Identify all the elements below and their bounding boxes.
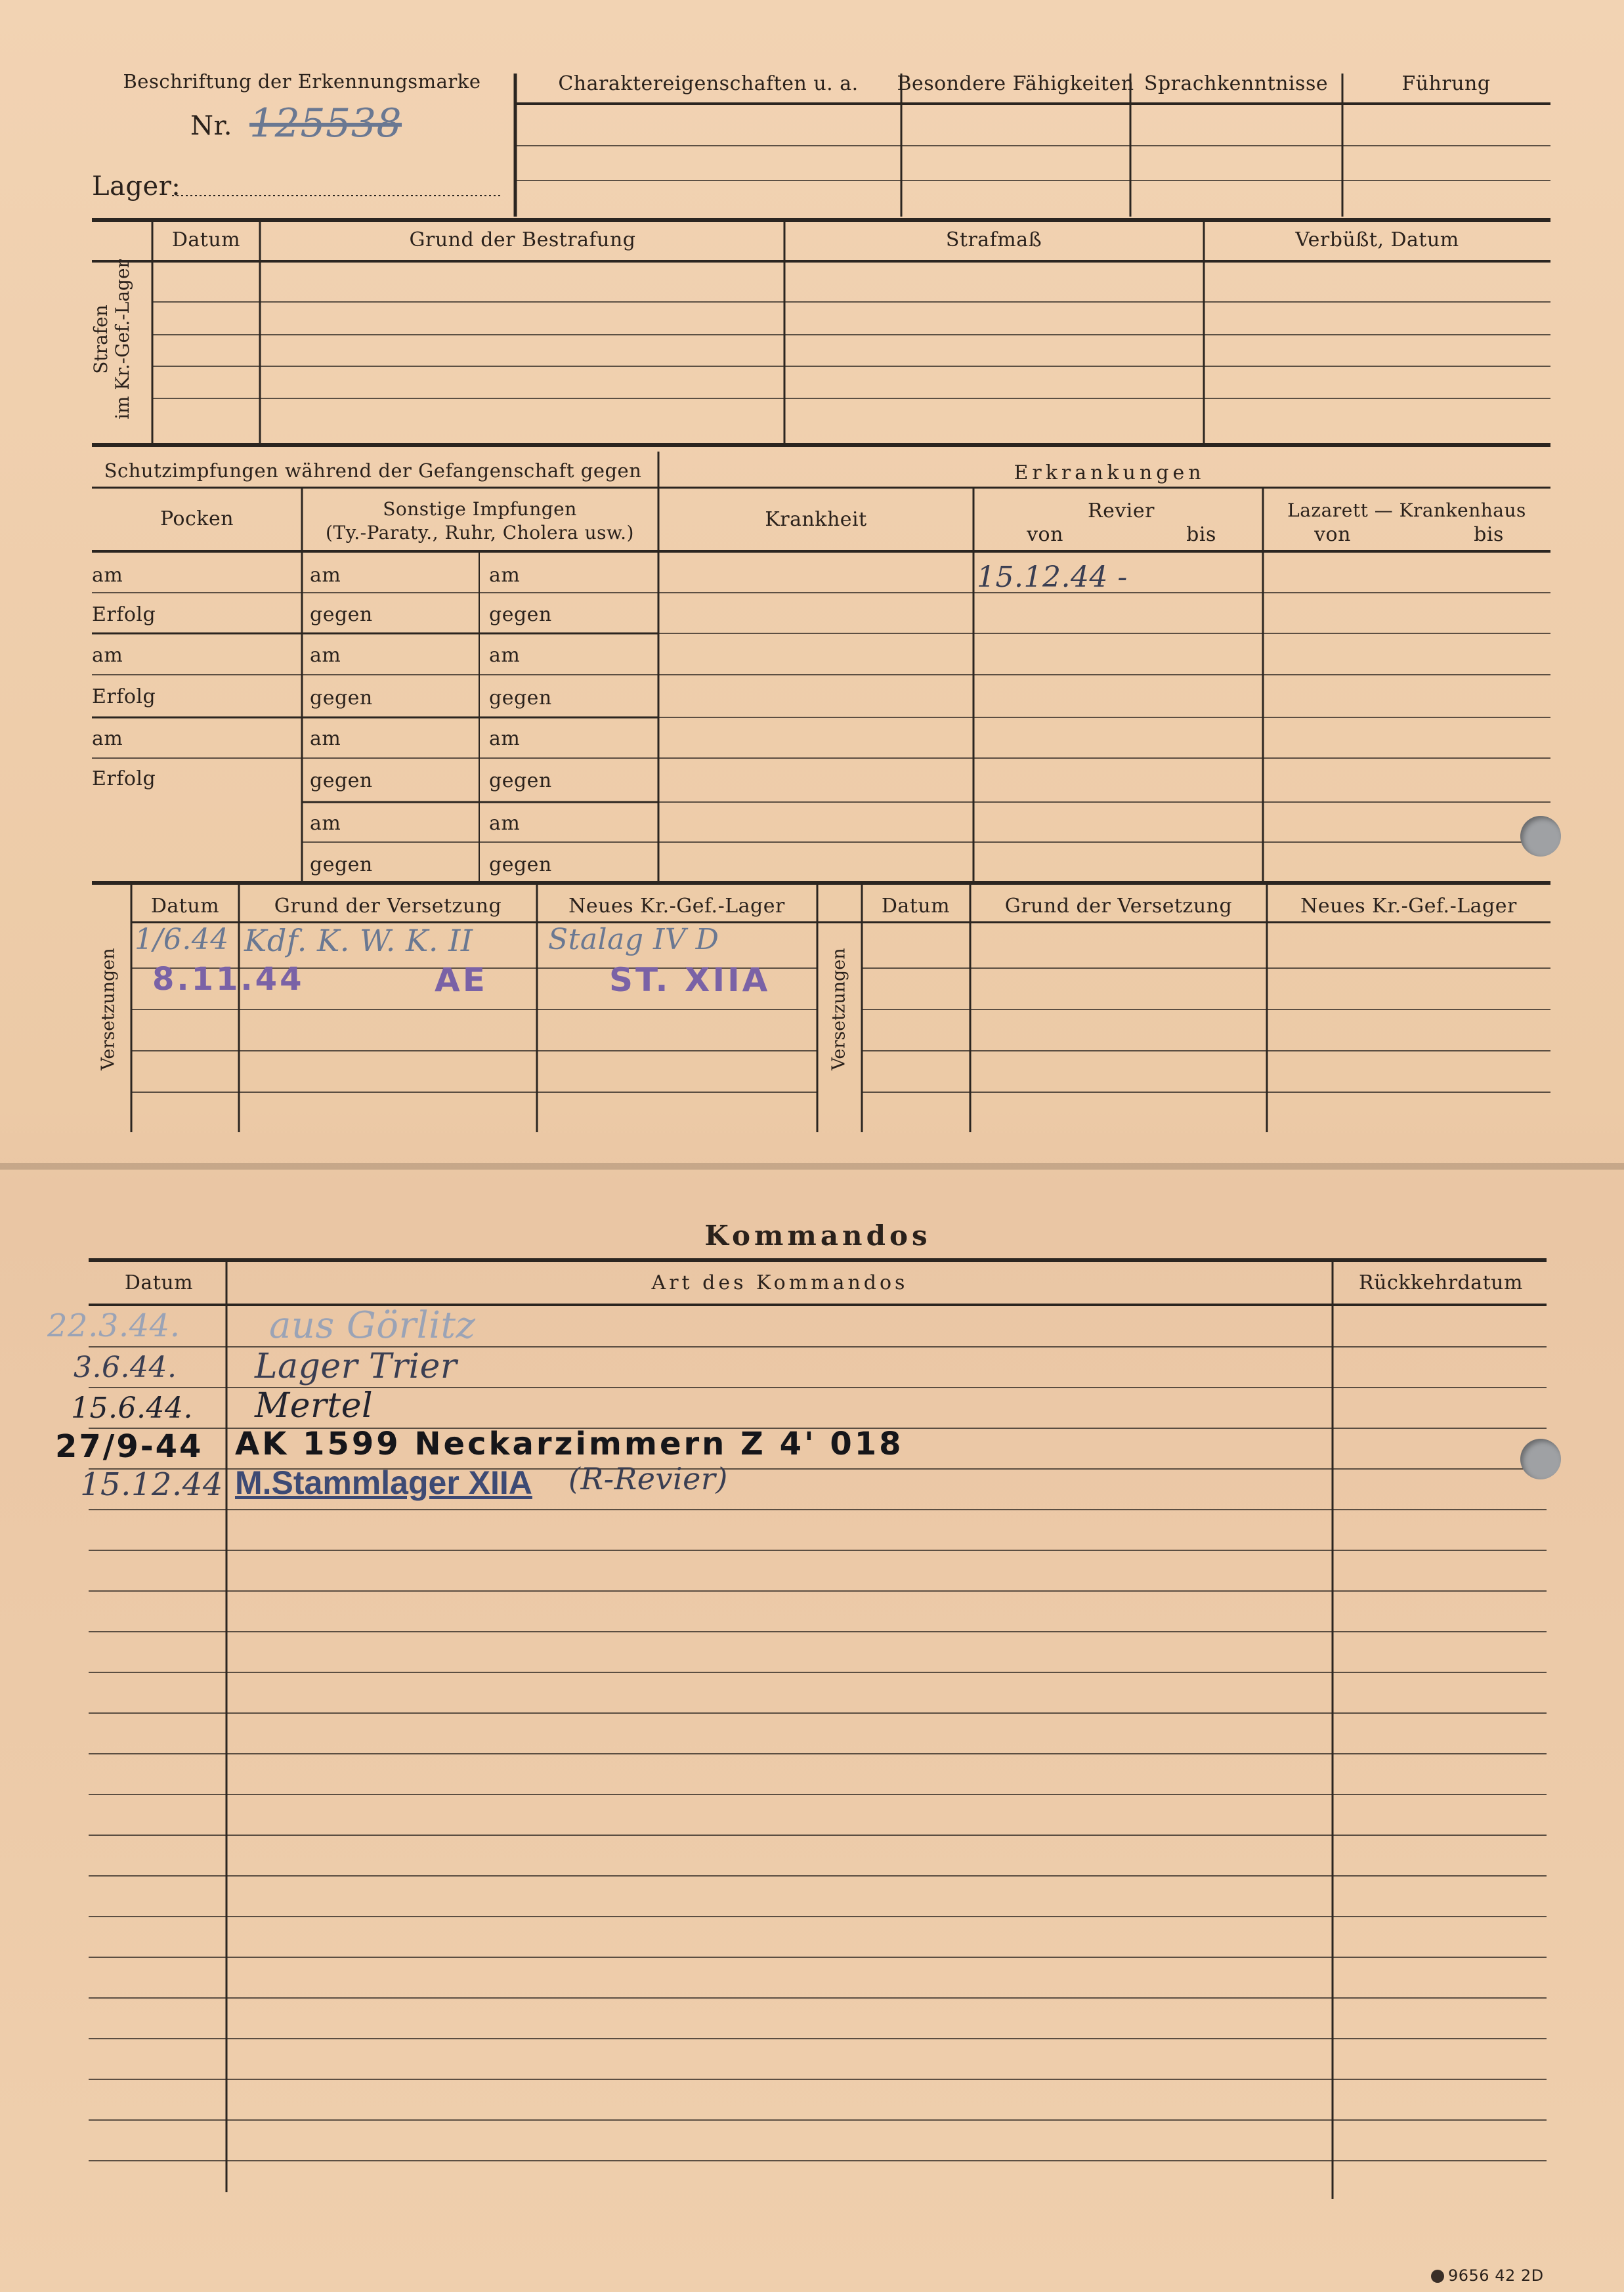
fold-crease	[0, 1163, 1624, 1170]
vers-header-lager: Neues Kr.-Gef.-Lager	[1300, 895, 1517, 918]
header-charakter: Charaktereigenschaften u. a.	[558, 72, 859, 95]
header-sprachkenntnisse: Sprachkenntnisse	[1143, 72, 1329, 95]
kom-row5-note: (R-Revier)	[568, 1461, 728, 1496]
strafen-side-label: Strafen im Kr.-Gef.-Lager	[90, 259, 133, 419]
vers-row1-grund: Kdf. K. W. K. II	[244, 923, 473, 958]
nr-value: 125538	[249, 100, 402, 146]
lazarett-von: von	[1314, 523, 1351, 546]
impf-gegen: gegen	[489, 853, 552, 876]
impfungen-title: Schutzimpfungen während der Gefangenschaft gegen	[104, 459, 642, 482]
sonstige-header-detail: (Ty.-Paraty., Ruhr, Cholera usw.)	[326, 522, 634, 543]
impf-gegen: gegen	[310, 853, 373, 876]
lager-label: Lager:	[92, 171, 181, 202]
pocken-header: Pocken	[160, 507, 234, 530]
vers-row1-lager: Stalag IV D	[548, 923, 719, 956]
vers-header-lager: Neues Kr.-Gef.-Lager	[568, 895, 785, 918]
strafen-header-datum: Datum	[171, 228, 241, 251]
printer-mark-icon	[1431, 2270, 1444, 2283]
print-code: 9656 42 2D	[1431, 2268, 1544, 2283]
versetzungen-side-label: Versetzungen	[828, 948, 849, 1071]
vers-header-grund: Grund der Versetzung	[274, 895, 502, 918]
marke-label: Beschriftung der Erkennungsmarke	[123, 70, 481, 93]
strafen-header-strafmass: Strafmaß	[945, 228, 1042, 251]
sonstige-header: Sonstige Impfungen	[383, 498, 577, 520]
lazarett-bis: bis	[1474, 523, 1504, 546]
impf-am: am	[310, 727, 341, 750]
pocken-am: am	[92, 727, 123, 750]
kom-row1-datum: 22.3.44.	[47, 1307, 181, 1344]
vers-row2-datum-stamp: 8.11.44	[152, 961, 305, 998]
punch-hole	[1520, 1439, 1561, 1479]
vers-header-datum: Datum	[881, 895, 951, 918]
pocken-am: am	[92, 564, 123, 587]
strafen-header-verbuesst: Verbüßt, Datum	[1295, 228, 1459, 251]
vers-header-datum: Datum	[150, 895, 220, 918]
vers-row2-lager-stamp: ST. XIIA	[609, 961, 771, 999]
pocken-erfolg: Erfolg	[92, 685, 156, 708]
kom-header-art: Art des Kommandos	[651, 1271, 908, 1294]
header-faehigkeiten: Besondere Fähigkeiten	[897, 72, 1134, 95]
impf-am: am	[489, 812, 521, 835]
kom-row4-art-stamp: AK 1599 Neckarzimmern Z 4' 018	[235, 1426, 904, 1462]
kom-row2-art: Lager Trier	[255, 1347, 458, 1386]
impf-am: am	[310, 644, 341, 667]
krankheit-header: Krankheit	[765, 508, 867, 531]
impf-am: am	[489, 727, 521, 750]
header-fuehrung: Führung	[1401, 72, 1491, 95]
kom-row5-art-stamp: M.Stammlager XIIA	[235, 1464, 532, 1501]
kom-row3-datum: 15.6.44.	[71, 1391, 193, 1425]
kom-header-datum: Datum	[124, 1271, 194, 1294]
vers-header-grund: Grund der Versetzung	[1004, 895, 1233, 918]
nr-label: Nr.	[190, 111, 232, 141]
impf-gegen: gegen	[489, 769, 552, 792]
revier-bis: bis	[1186, 523, 1216, 546]
kommandos-title: Kommandos	[704, 1220, 931, 1252]
impf-gegen: gegen	[310, 687, 373, 710]
impf-gegen: gegen	[489, 687, 552, 710]
vers-row1-datum: 1/6.44	[135, 923, 229, 956]
impf-gegen: gegen	[489, 603, 552, 626]
pocken-erfolg: Erfolg	[92, 603, 156, 626]
revier-header: Revier	[1088, 499, 1155, 522]
impf-am: am	[489, 644, 521, 667]
kom-header-rueckkehr: Rückkehrdatum	[1359, 1271, 1523, 1294]
impf-am: am	[489, 564, 521, 587]
impf-am: am	[310, 812, 341, 835]
erkrankungen-title: Erkrankungen	[1014, 461, 1205, 484]
impf-gegen: gegen	[310, 769, 373, 792]
kom-row2-datum: 3.6.44.	[74, 1351, 177, 1384]
punch-hole	[1520, 816, 1561, 857]
revier-von: von	[1027, 523, 1063, 546]
kom-row1-art: aus Görlitz	[269, 1304, 476, 1347]
pocken-erfolg: Erfolg	[92, 767, 156, 790]
impf-gegen: gegen	[310, 603, 373, 626]
kom-row5-datum: 15.12.44	[80, 1466, 223, 1503]
versetzungen-side-label: Versetzungen	[98, 948, 119, 1071]
impf-am: am	[310, 564, 341, 587]
pocken-am: am	[92, 644, 123, 667]
kom-row4-datum-stamp: 27/9-44	[55, 1428, 203, 1465]
vers-row2-grund-stamp: AE	[435, 961, 488, 999]
kom-row3-art: Mertel	[255, 1386, 374, 1426]
revier-entry: 15.12.44 -	[977, 561, 1128, 594]
strafen-header-grund: Grund der Bestrafung	[409, 228, 636, 251]
lazarett-header: Lazarett — Krankenhaus	[1287, 499, 1526, 521]
